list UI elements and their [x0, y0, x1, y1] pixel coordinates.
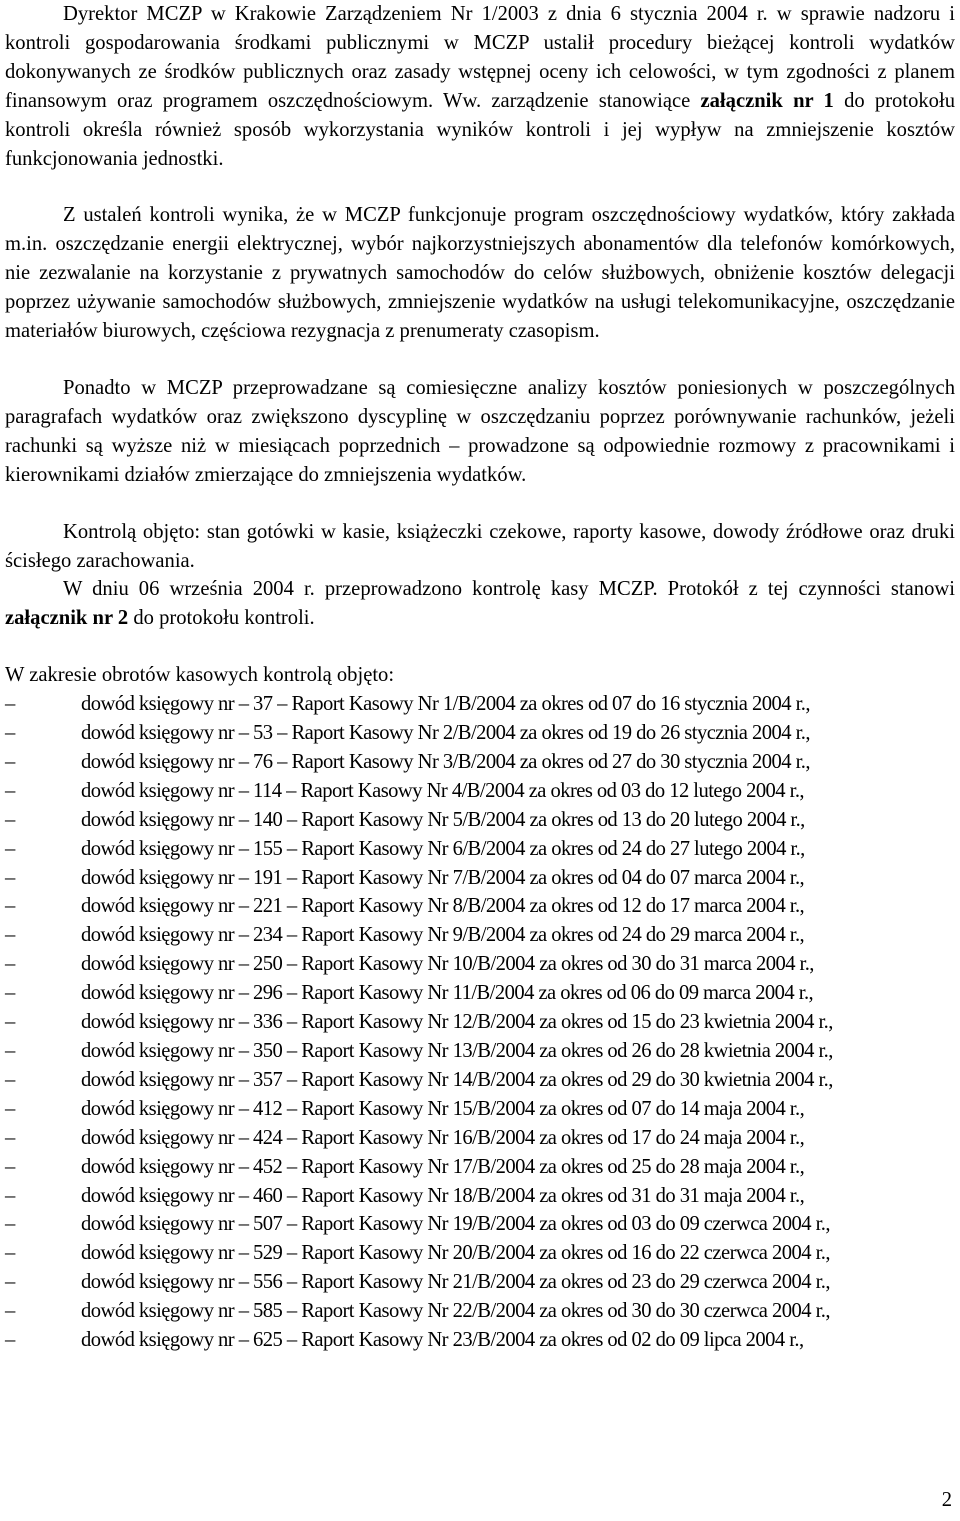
list-dash: – [5, 1300, 15, 1323]
list-dash: – [5, 895, 15, 918]
attachment-2-ref: załącznik nr 2 [5, 607, 129, 630]
list-item-text: dowód księgowy nr – 76 – Raport Kasowy Nr 3/B/2004 za okres od 27 do 30 stycznia 2004 r., [81, 750, 810, 773]
list-dash: – [5, 1011, 15, 1034]
list-item-text: dowód księgowy nr – 350 – Raport Kasowy Nr 13/B/2004 za okres od 26 do 28 kwietnia 2004 r., [81, 1040, 833, 1062]
list-item-text: dowód księgowy nr – 53 – Raport Kasowy Nr 2/B/2004 za okres od 19 do 26 stycznia 2004 r., [81, 722, 810, 745]
list-dash: – [5, 808, 15, 831]
list-item [5, 835, 955, 864]
list-item [5, 1210, 955, 1239]
list-item [5, 719, 955, 748]
list-item [5, 1008, 955, 1037]
list-item [5, 1297, 955, 1326]
list-item [5, 777, 955, 806]
list-item [5, 1182, 955, 1211]
paragraph-cash-control-rest: do protokołu kontroli. [133, 607, 315, 630]
list-item [5, 1124, 955, 1153]
list-dash: – [5, 1242, 15, 1265]
list-item [5, 806, 955, 835]
list-dash: – [5, 693, 15, 716]
paragraph-cash-control-text: W dniu 06 września 2004 r. przeprowadzono kontrolę kasy MCZP. Protokół z tej czynności stanowi [63, 578, 955, 601]
list-item [5, 950, 955, 979]
list-item [5, 1239, 955, 1268]
list-dash: – [5, 982, 15, 1005]
list-item [5, 921, 955, 950]
list-dash: – [5, 1213, 15, 1236]
list-dash: – [5, 750, 15, 773]
spacer [5, 173, 955, 201]
list-item [5, 1153, 955, 1182]
paragraph-regulation-text: Dyrektor MCZP w Krakowie Zarządzeniem Nr 1/2003 z dnia 6 stycznia 2004 r. w sprawie nadzoru i kontroli gospodarowania środkami publicznymi w MCZP ustalił procedury bieżącej kontroli wydatków dokonywanych ze środków publicznych oraz zasady wstępnej oceny ich celowości, w tym zgodności z planem finansowym oraz programem oszczędnościowym. Ww. zarządzenie stanowiące [5, 3, 955, 112]
list-item-text: dowód księgowy nr – 556 – Raport Kasowy Nr 21/B/2004 za okres od 23 do 29 czerwca 2004 r., [81, 1271, 830, 1294]
list-item [5, 690, 955, 719]
list-item [5, 1095, 955, 1124]
list-intro: W zakresie obrotów kasowych kontrolą objęto: [5, 664, 395, 687]
list-item-text: dowód księgowy nr – 140 – Raport Kasowy Nr 5/B/2004 za okres od 13 do 20 lutego 2004 r., [81, 808, 805, 831]
attachment-1-ref: załącznik nr 1 [700, 89, 834, 112]
list-item-text: dowód księgowy nr – 221 – Raport Kasowy Nr 8/B/2004 za okres od 12 do 17 marca 2004 r., [81, 895, 805, 918]
spacer [5, 633, 955, 661]
list-item [5, 1326, 955, 1355]
list-dash: – [5, 779, 15, 802]
list-item [5, 979, 955, 1008]
list-dash: – [5, 1271, 15, 1294]
list-dash: – [5, 1040, 15, 1062]
list-item [5, 864, 955, 893]
list-item [5, 892, 955, 921]
list-item [5, 748, 955, 777]
list-dash: – [5, 1126, 15, 1149]
list-dash: – [5, 837, 15, 860]
document-page [5, 0, 955, 1355]
list-item [5, 1268, 955, 1297]
paragraph-regulation-rest: do protokołu kontroli określa również sposób wykorzystania wyników kontroli i jej wypływ na zmniejszenie kosztów funkcjonowania jednostki. [5, 89, 955, 170]
paragraph-cash-control [5, 575, 955, 633]
spacer [5, 490, 955, 518]
list-item-text: dowód księgowy nr – 452 – Raport Kasowy Nr 17/B/2004 za okres od 25 do 28 maja 2004 r., [81, 1155, 805, 1178]
paragraph-cost-analysis: Ponadto w MCZP przeprowadzane są comiesięczne analizy kosztów poniesionych w poszczególnych paragrafach wydatków oraz zwiększono dyscyplinę w oszczędzaniu poprzez porównywanie rachunków, jeżeli rachunki są wyższe niż w miesiącach poprzednich – prowadzone są odpowiednie rozmowy z pracownikami i kierownikami działów zmierzające do zmniejszenia wydatków. [5, 376, 955, 486]
list-item-text: dowód księgowy nr – 37 – Raport Kasowy Nr 1/B/2004 za okres od 07 do 16 stycznia 2004 r., [81, 693, 810, 716]
page-number: 2 [941, 1489, 952, 1511]
spacer [5, 346, 955, 374]
list-dash: – [5, 1068, 15, 1091]
list-dash: – [5, 1097, 15, 1120]
list-dash: – [5, 1155, 15, 1178]
list-item-text: dowód księgowy nr – 529 – Raport Kasowy Nr 20/B/2004 za okres od 16 do 22 czerwca 2004 r., [81, 1242, 830, 1265]
list-item-text: dowód księgowy nr – 507 – Raport Kasowy Nr 19/B/2004 za okres od 03 do 09 czerwca 2004 r., [81, 1213, 830, 1236]
list-item-text: dowód księgowy nr – 357 – Raport Kasowy Nr 14/B/2004 za okres od 29 do 30 kwietnia 2004 r., [81, 1068, 833, 1091]
paragraph-regulation [5, 0, 955, 173]
list-item-text: dowód księgowy nr – 191 – Raport Kasowy Nr 7/B/2004 za okres od 04 do 07 marca 2004 r., [81, 866, 805, 889]
cash-report-list [5, 690, 955, 1355]
list-item-text: dowód księgowy nr – 155 – Raport Kasowy Nr 6/B/2004 za okres od 24 do 27 lutego 2004 r., [81, 837, 805, 860]
list-dash: – [5, 722, 15, 745]
list-item-text: dowód księgowy nr – 296 – Raport Kasowy Nr 11/B/2004 za okres od 06 do 09 marca 2004 r., [81, 982, 814, 1005]
list-item-text: dowód księgowy nr – 424 – Raport Kasowy Nr 16/B/2004 za okres od 17 do 24 maja 2004 r., [81, 1126, 805, 1149]
list-item-text: dowód księgowy nr – 412 – Raport Kasowy Nr 15/B/2004 za okres od 07 do 14 maja 2004 r., [81, 1097, 805, 1120]
list-item-text: dowód księgowy nr – 336 – Raport Kasowy Nr 12/B/2004 za okres od 15 do 23 kwietnia 2004 r., [81, 1011, 833, 1034]
list-item-text: dowód księgowy nr – 585 – Raport Kasowy Nr 22/B/2004 za okres od 30 do 30 czerwca 2004 r., [81, 1300, 830, 1323]
list-dash: – [5, 1184, 15, 1207]
list-item-text: dowód księgowy nr – 460 – Raport Kasowy Nr 18/B/2004 za okres od 31 do 31 maja 2004 r., [81, 1184, 805, 1207]
list-item-text: dowód księgowy nr – 114 – Raport Kasowy Nr 4/B/2004 za okres od 03 do 12 lutego 2004 r., [81, 779, 805, 802]
list-dash: – [5, 866, 15, 889]
list-item-text: dowód księgowy nr – 625 – Raport Kasowy Nr 23/B/2004 za okres od 02 do 09 lipca 2004 r., [81, 1329, 804, 1352]
list-item [5, 1066, 955, 1095]
list-dash: – [5, 1329, 15, 1352]
list-dash: – [5, 924, 15, 947]
paragraph-savings-program: Z ustaleń kontroli wynika, że w MCZP funkcjonuje program oszczędnościowy wydatków, który zakłada m.in. oszczędzanie energii elektrycznej, wybór najkorzystniejszych abonamentów dla telefonów komórkowych, nie zezwalanie na korzystanie z prywatnych samochodów do celów służbowych, obniżenie kosztów delegacji poprzez używanie samochodów służbowych, zmniejszenie wydatków na usługi telekomunikacyjne, oszczędzanie materiałów biurowych, częściowa rezygnacja z prenumeraty czasopism. [5, 204, 955, 343]
list-item-text: dowód księgowy nr – 234 – Raport Kasowy Nr 9/B/2004 za okres od 24 do 29 marca 2004 r., [81, 924, 805, 947]
paragraph-control-scope: Kontrolą objęto: stan gotówki w kasie, książeczki czekowe, raporty kasowe, dowody źródłowe oraz druki ścisłego zarachowania. [5, 520, 955, 572]
list-item-text: dowód księgowy nr – 250 – Raport Kasowy Nr 10/B/2004 za okres od 30 do 31 marca 2004 r., [81, 953, 814, 976]
list-dash: – [5, 953, 15, 976]
list-item [5, 1037, 955, 1066]
